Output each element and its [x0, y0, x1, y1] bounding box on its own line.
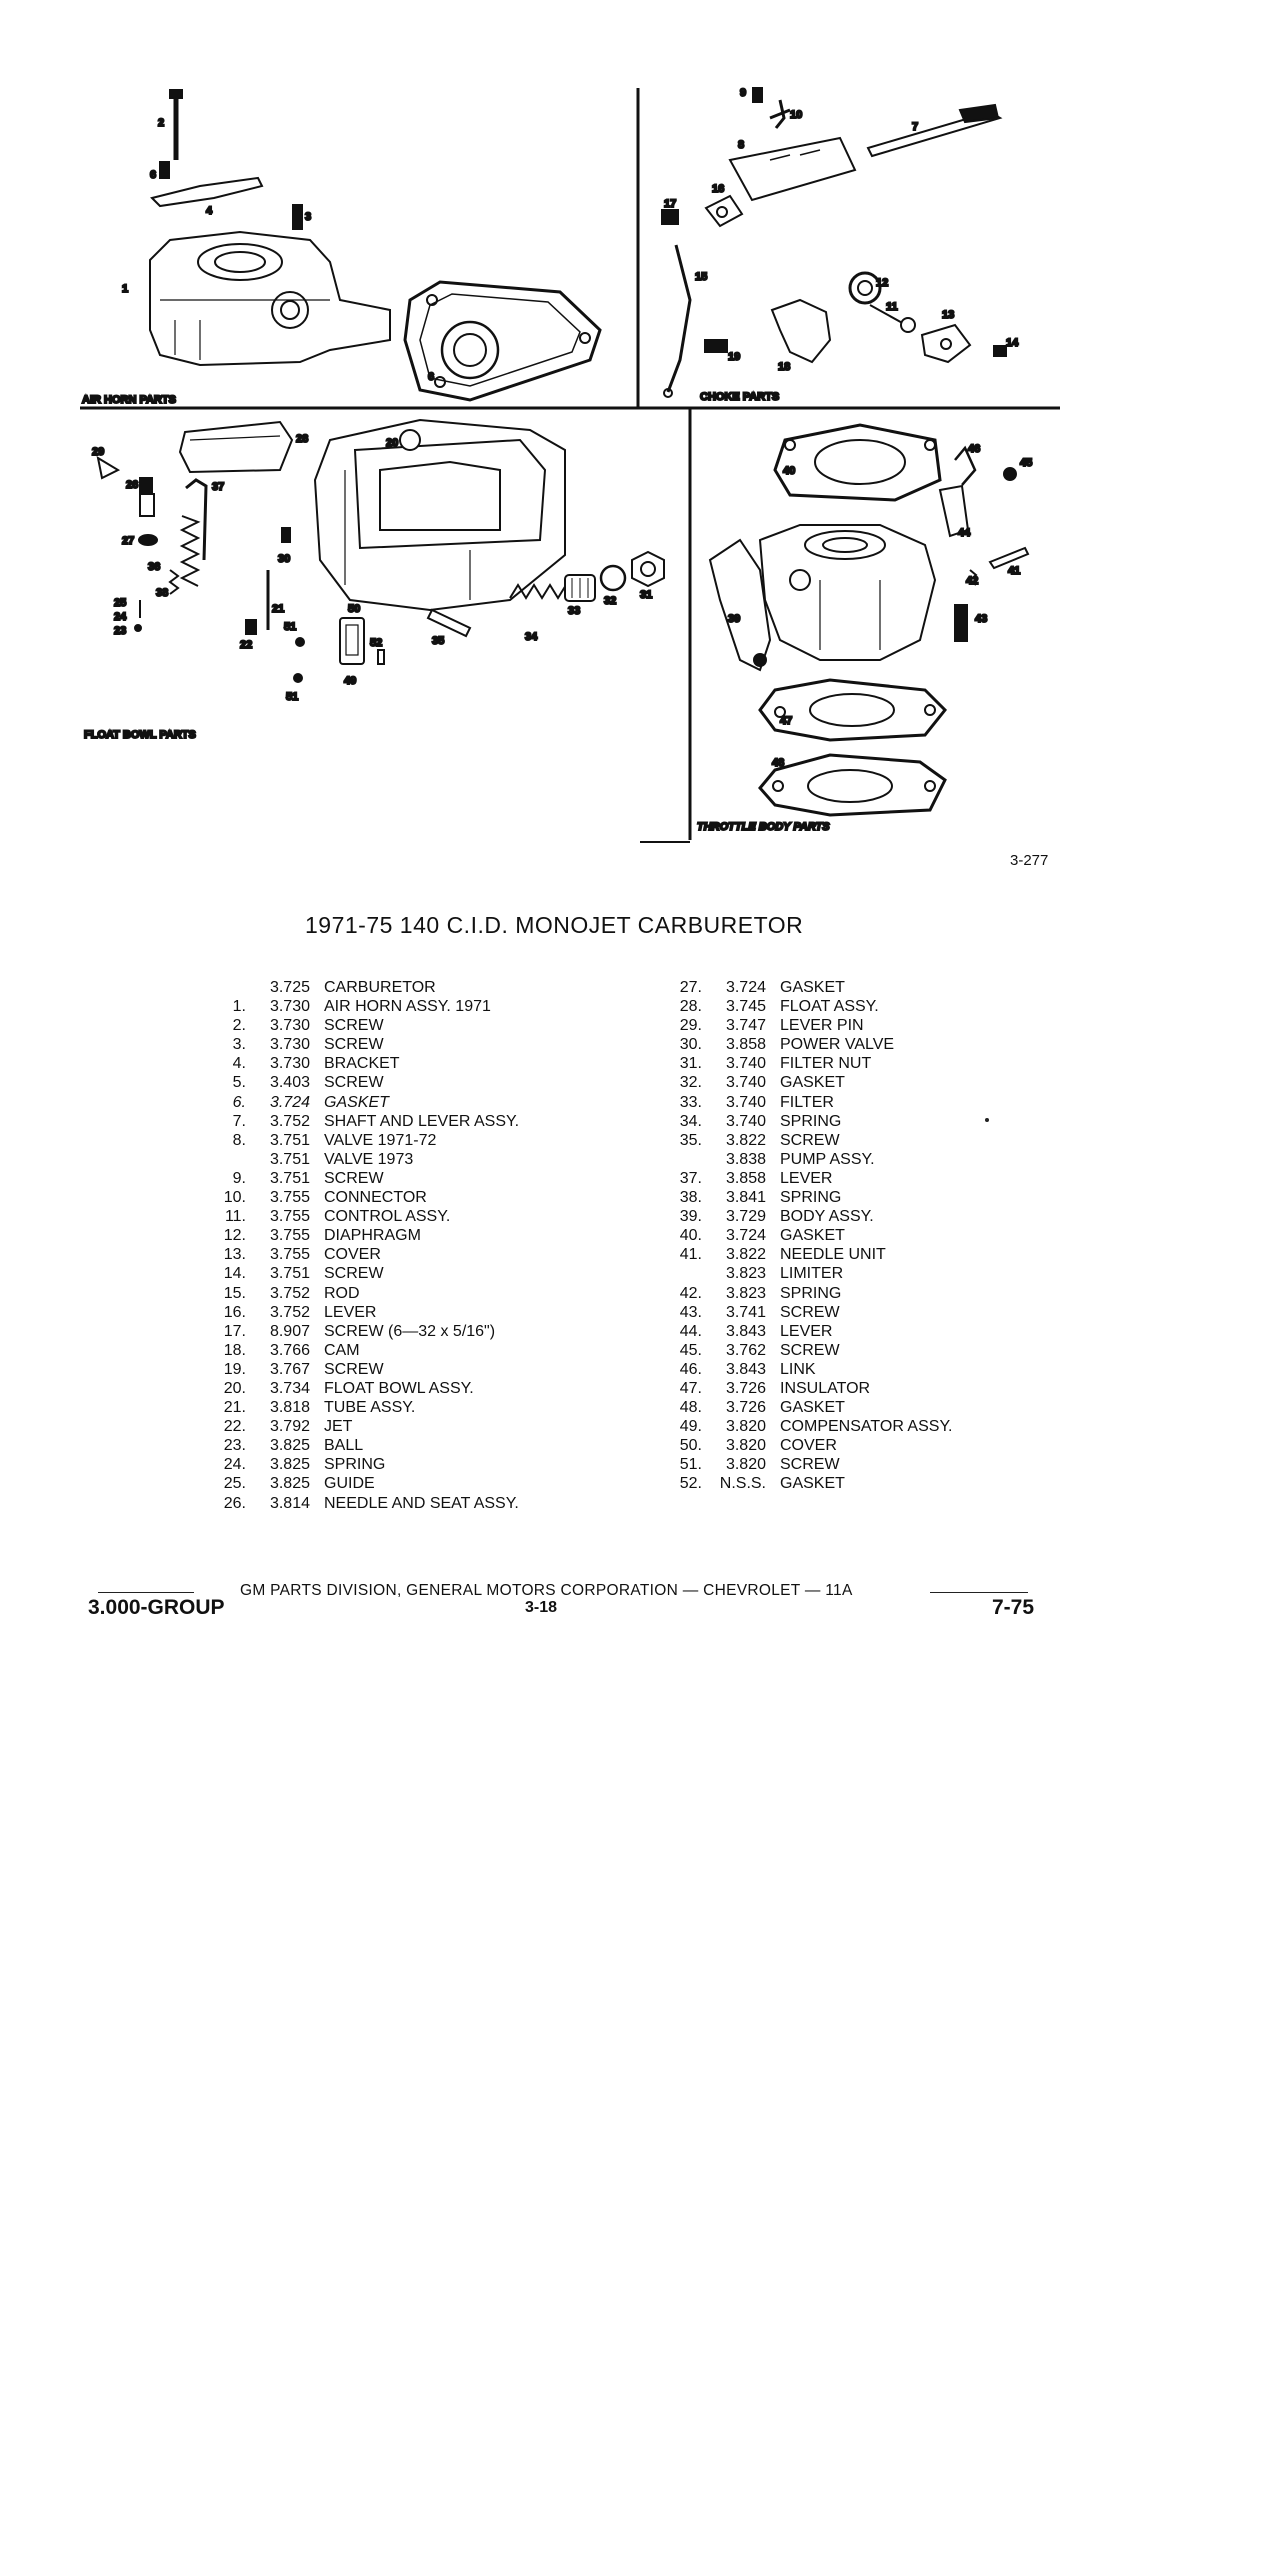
part-number: 8.: [232, 1131, 246, 1149]
part-number: 20.: [223, 1379, 246, 1397]
group-number: 3.730: [269, 1036, 310, 1054]
part-number: 44.: [679, 1322, 702, 1340]
group-number: 3.820: [725, 1456, 766, 1474]
part-number: 1.: [232, 998, 246, 1016]
part-number: 33.: [679, 1093, 702, 1111]
page-title: 1971-75 140 C.I.D. MONOJET CARBURETOR: [305, 912, 804, 938]
parts-row: [666, 1474, 953, 1493]
part-description: COVER: [780, 1437, 837, 1455]
parts-row: [210, 1226, 519, 1245]
part-description: GASKET: [780, 979, 845, 996]
part-number: 19.: [223, 1360, 246, 1378]
part-description: PUMP ASSY.: [780, 1150, 875, 1168]
parts-row: [666, 1455, 953, 1474]
group-number: 3.766: [269, 1341, 310, 1359]
part-description: CONNECTOR: [324, 1189, 427, 1207]
part-number: 31.: [679, 1055, 702, 1073]
parts-row: [666, 1226, 953, 1245]
callout-44: 44: [958, 527, 971, 539]
callout-49: 49: [344, 675, 357, 687]
figure-reference: 3-277: [1010, 852, 1049, 869]
group-number: 3.751: [269, 1150, 310, 1168]
callout-29: 29: [92, 446, 105, 458]
callout-36: 36: [148, 561, 161, 573]
callout-17: 17: [664, 198, 677, 210]
parts-row: [210, 1207, 519, 1226]
parts-row: [210, 1035, 519, 1054]
callout-12: 12: [876, 277, 889, 289]
part-description: SCREW: [780, 1303, 840, 1321]
group-number: 3.752: [269, 1284, 310, 1302]
callout-24: 24: [114, 611, 127, 623]
callout-48: 48: [772, 757, 785, 769]
part-number: 15.: [223, 1284, 246, 1302]
callout-9: 9: [740, 87, 747, 99]
section-label-float-bowl: FLOAT BOWL PARTS: [84, 729, 196, 741]
part-number: 21.: [223, 1399, 246, 1417]
group-number: 3.725: [269, 979, 310, 996]
parts-row: [210, 1417, 519, 1436]
footer-rule-right: [930, 1592, 1028, 1593]
part-description: TUBE ASSY.: [324, 1399, 416, 1417]
part-description: SCREW: [324, 1169, 384, 1187]
parts-row: [666, 1245, 953, 1264]
group-number: 3.751: [269, 1265, 310, 1283]
part-number: 50.: [679, 1437, 702, 1455]
parts-list-left: [210, 978, 519, 1513]
group-number: 3.730: [269, 998, 310, 1016]
part-number: 25.: [223, 1475, 246, 1493]
part-description: COMPENSATOR ASSY.: [780, 1418, 953, 1436]
group-number: 3.843: [725, 1360, 766, 1378]
group-number: 3.858: [725, 1169, 766, 1187]
callout-40: 40: [783, 465, 796, 477]
part-description: SCREW: [324, 1360, 384, 1378]
callout-15: 15: [695, 271, 708, 283]
group-number: 3.734: [269, 1379, 310, 1397]
group-number: 3.825: [269, 1437, 310, 1455]
callout-6: 6: [428, 371, 435, 383]
part-number: 6.: [232, 1093, 246, 1111]
callout-46: 46: [968, 443, 981, 455]
group-number: 3.726: [725, 1379, 766, 1397]
parts-row: [210, 1436, 519, 1455]
group-number: 3.841: [725, 1189, 766, 1207]
parts-row: [210, 1379, 519, 1398]
stray-mark: [985, 1118, 989, 1122]
parts-row: [666, 1054, 953, 1073]
parts-row: [210, 1360, 519, 1379]
group-number: 3.843: [725, 1322, 766, 1340]
group-number: 3.858: [725, 1036, 766, 1054]
section-label-choke: CHOKE PARTS: [700, 391, 780, 403]
parts-row: [210, 1112, 519, 1131]
parts-row: [210, 1284, 519, 1303]
callout-51-upper: 51: [284, 621, 297, 633]
callout-23: 23: [114, 625, 127, 637]
parts-row: [210, 997, 519, 1016]
part-number: 23.: [223, 1437, 246, 1455]
part-number: 2.: [232, 1017, 246, 1035]
parts-row: [210, 1341, 519, 1360]
part-number: 11.: [224, 1208, 246, 1226]
callout-28: 28: [296, 433, 309, 445]
callout-16: 16: [712, 183, 725, 195]
part-description: LEVER: [780, 1322, 833, 1340]
part-number: 47.: [679, 1379, 702, 1397]
group-number: 3.755: [269, 1246, 310, 1264]
parts-row: [666, 1016, 953, 1035]
callout-11: 11: [886, 301, 898, 313]
group-number: 3.724: [725, 1227, 766, 1245]
callout-45: 45: [1020, 457, 1033, 469]
parts-row: [666, 1360, 953, 1379]
parts-row: [210, 1131, 519, 1150]
group-number: 3.825: [269, 1475, 310, 1493]
callout-39: 39: [728, 613, 741, 625]
parts-row: [210, 978, 519, 997]
parts-row: [210, 1245, 519, 1264]
parts-row: [210, 1494, 519, 1513]
part-number: 3.: [232, 1036, 246, 1054]
exploded-parts-diagram: [0, 0, 1271, 860]
part-number: 4.: [232, 1055, 246, 1073]
part-number: 32.: [679, 1074, 702, 1092]
parts-row: [210, 1188, 519, 1207]
group-number: 3.730: [269, 1055, 310, 1073]
choke-callouts: [664, 87, 1019, 403]
callout-4: 4: [206, 205, 213, 217]
footer-page-number: 3-18: [525, 1599, 558, 1616]
part-description: LIMITER: [780, 1265, 844, 1283]
part-number: [210, 978, 246, 997]
part-description: SCREW: [780, 1341, 840, 1359]
group-number: 3.767: [269, 1360, 310, 1378]
group-number: 3.740: [725, 1074, 766, 1092]
callout-20: 20: [386, 437, 399, 449]
callout-32: 32: [604, 595, 617, 607]
part-description: FILTER: [780, 1093, 834, 1111]
group-number: 3.403: [269, 1074, 310, 1092]
part-number: 52.: [679, 1475, 702, 1493]
parts-row: [210, 1455, 519, 1474]
group-number: 3.752: [269, 1303, 310, 1321]
part-description: POWER VALVE: [780, 1036, 895, 1054]
part-number: 37.: [679, 1169, 702, 1187]
group-number: 3.755: [269, 1189, 310, 1207]
part-description: SHAFT AND LEVER ASSY.: [324, 1112, 520, 1130]
parts-row: [666, 1112, 953, 1131]
part-description: LEVER: [780, 1169, 833, 1187]
parts-row: [666, 1303, 953, 1322]
part-description: SPRING: [780, 1112, 842, 1130]
group-number: 3.823: [725, 1284, 766, 1302]
parts-row: [210, 1093, 519, 1112]
part-description: GASKET: [780, 1227, 845, 1245]
group-number: 3.741: [725, 1303, 766, 1321]
part-description: LEVER PIN: [780, 1017, 864, 1035]
group-number: 3.762: [725, 1341, 766, 1359]
callout-43: 43: [975, 613, 988, 625]
part-description: GASKET: [780, 1475, 845, 1493]
parts-row: [666, 1093, 953, 1112]
part-number: 28.: [679, 998, 702, 1016]
part-description: BALL: [324, 1437, 364, 1455]
group-number: 3.740: [725, 1112, 766, 1130]
group-number: 3.755: [269, 1208, 310, 1226]
group-number: 3.820: [725, 1418, 766, 1436]
part-number: 42.: [679, 1284, 702, 1302]
parts-row: [666, 1188, 953, 1207]
callout-26: 26: [126, 479, 139, 491]
part-description: GASKET: [324, 1093, 389, 1111]
callout-27: 27: [122, 535, 135, 547]
callout-35: 35: [432, 635, 445, 647]
part-description: NEEDLE UNIT: [780, 1246, 886, 1264]
part-number: 46.: [679, 1360, 702, 1378]
part-number: 5.: [232, 1074, 246, 1092]
group-number: 3.726: [725, 1399, 766, 1417]
group-number: N.S.S.: [719, 1475, 766, 1493]
group-number: 3.729: [725, 1208, 766, 1226]
part-description: ROD: [324, 1284, 360, 1302]
group-number: 3.751: [269, 1169, 310, 1187]
parts-row: [666, 1341, 953, 1360]
choke-drawing: [662, 88, 1006, 397]
part-description: AIR HORN ASSY. 1971: [324, 998, 491, 1016]
parts-row: [210, 1054, 519, 1073]
parts-row: [210, 1016, 519, 1035]
callout-25: 25: [114, 597, 127, 609]
part-description: GASKET: [780, 1399, 845, 1417]
part-number: [666, 1150, 702, 1169]
callout-10: 10: [790, 109, 803, 121]
part-description: SCREW (6—32 x 5/16"): [324, 1322, 496, 1340]
diagram-svg: [0, 0, 1271, 860]
parts-row: [666, 1264, 953, 1283]
parts-row: [666, 1169, 953, 1188]
group-number: 3.818: [269, 1399, 310, 1417]
part-description: DIAPHRAGM: [324, 1227, 421, 1245]
callout-52: 52: [370, 637, 383, 649]
callout-50: 50: [348, 603, 361, 615]
parts-row: [666, 1073, 953, 1092]
callout-8: 8: [738, 139, 745, 151]
parts-row: [666, 1284, 953, 1303]
part-number: 43.: [679, 1303, 702, 1321]
part-number: 45.: [679, 1341, 702, 1359]
parts-row: [666, 997, 953, 1016]
group-number: 3.745: [725, 998, 766, 1016]
part-number: 10.: [223, 1189, 246, 1207]
parts-row: [210, 1169, 519, 1188]
parts-row: [666, 1322, 953, 1341]
group-number: 3.822: [725, 1131, 766, 1149]
part-number: [666, 1264, 702, 1283]
parts-row: [210, 1264, 519, 1283]
part-number: 34.: [679, 1112, 702, 1130]
part-number: 9.: [232, 1169, 246, 1187]
group-number: 3.724: [725, 979, 766, 996]
part-description: CAM: [324, 1341, 360, 1359]
group-number: 3.838: [725, 1150, 766, 1168]
parts-row: [666, 1398, 953, 1417]
footer-publisher: GM PARTS DIVISION, GENERAL MOTORS CORPORATION — CHEVROLET — 11A: [240, 1582, 853, 1599]
parts-row: [666, 1035, 953, 1054]
part-number: 26.: [223, 1494, 246, 1512]
part-number: 24.: [223, 1456, 246, 1474]
footer-date: 7-75: [992, 1596, 1035, 1619]
parts-row: [210, 1073, 519, 1092]
group-number: 3.730: [269, 1017, 310, 1035]
callout-34: 34: [525, 631, 538, 643]
group-number: 8.907: [269, 1322, 310, 1340]
group-number: 3.747: [725, 1017, 766, 1035]
parts-row: [210, 1303, 519, 1322]
part-description: CONTROL ASSY.: [324, 1208, 451, 1226]
part-description: JET: [324, 1418, 353, 1436]
part-description: NEEDLE AND SEAT ASSY.: [324, 1494, 519, 1512]
group-number: 3.814: [269, 1494, 310, 1512]
parts-row: [210, 1322, 519, 1341]
part-number: 39.: [679, 1208, 702, 1226]
part-description: BRACKET: [324, 1055, 400, 1073]
part-description: GUIDE: [324, 1475, 375, 1493]
part-number: 51.: [679, 1456, 702, 1474]
callout-2: 2: [158, 117, 165, 129]
part-description: BODY ASSY.: [780, 1208, 874, 1226]
part-number: 40.: [679, 1227, 702, 1245]
part-number: 30.: [679, 1036, 702, 1054]
callout-42: 42: [966, 575, 979, 587]
part-description: SPRING: [780, 1284, 842, 1302]
part-description: SCREW: [780, 1456, 840, 1474]
callout-22: 22: [240, 639, 253, 651]
part-number: 48.: [679, 1399, 702, 1417]
group-number: 3.740: [725, 1093, 766, 1111]
callout-47: 47: [780, 715, 793, 727]
part-description: SCREW: [324, 1074, 384, 1092]
part-number: 38.: [679, 1189, 702, 1207]
callout-3: 3: [305, 211, 312, 223]
callout-31: 31: [640, 589, 653, 601]
part-description: VALVE 1971-72: [324, 1131, 437, 1149]
callout-38: 38: [156, 587, 169, 599]
callout-33: 33: [568, 605, 581, 617]
part-number: [210, 1150, 246, 1169]
callout-18: 18: [778, 361, 791, 373]
parts-row: [666, 1379, 953, 1398]
part-number: 14.: [223, 1265, 246, 1283]
parts-row: [210, 1150, 519, 1169]
group-number: 3.822: [725, 1246, 766, 1264]
part-number: 12.: [223, 1227, 246, 1245]
footer-group: 3.000-GROUP: [88, 1596, 225, 1619]
section-label-air-horn: AIR HORN PARTS: [82, 394, 176, 406]
parts-list-right: [666, 978, 953, 1494]
group-number: 3.820: [725, 1437, 766, 1455]
callout-30: 30: [278, 553, 291, 565]
footer-rule-left: [98, 1592, 194, 1593]
callout-19: 19: [728, 351, 741, 363]
part-description: SCREW: [324, 1017, 384, 1035]
part-number: 49.: [679, 1418, 702, 1436]
parts-row: [666, 1207, 953, 1226]
part-number: 7.: [232, 1112, 246, 1130]
part-description: VALVE 1973: [324, 1150, 414, 1168]
part-description: COVER: [324, 1246, 381, 1264]
parts-row: [666, 978, 953, 997]
part-description: GASKET: [780, 1074, 845, 1092]
parts-row: [666, 1150, 953, 1169]
part-description: INSULATOR: [780, 1379, 871, 1397]
part-number: 29.: [679, 1017, 702, 1035]
parts-row: [666, 1436, 953, 1455]
group-number: 3.752: [269, 1112, 310, 1130]
group-number: 3.740: [725, 1055, 766, 1073]
part-number: 35.: [679, 1131, 702, 1149]
part-description: SCREW: [780, 1131, 840, 1149]
part-number: 18.: [223, 1341, 246, 1359]
callout-37: 37: [212, 481, 225, 493]
callout-7: 7: [912, 121, 919, 133]
part-number: 13.: [223, 1246, 246, 1264]
group-number: 3.825: [269, 1456, 310, 1474]
part-number: 16.: [223, 1303, 246, 1321]
part-description: FLOAT ASSY.: [780, 998, 879, 1016]
callout-5: 6: [150, 169, 157, 181]
callout-1: 1: [122, 283, 129, 295]
part-description: LINK: [780, 1360, 816, 1378]
part-description: SPRING: [324, 1456, 386, 1474]
part-number: 27.: [679, 979, 702, 996]
callout-21: 21: [272, 603, 285, 615]
parts-row: [666, 1417, 953, 1436]
part-description: LEVER: [324, 1303, 377, 1321]
section-label-throttle-body: THROTTLE BODY PARTS: [697, 821, 830, 833]
callout-13: 13: [942, 309, 955, 321]
air-horn-drawing: [150, 90, 600, 400]
group-number: 3.724: [269, 1093, 310, 1111]
parts-row: [666, 1131, 953, 1150]
group-number: 3.755: [269, 1227, 310, 1245]
part-description: SCREW: [324, 1265, 384, 1283]
part-description: SCREW: [324, 1036, 384, 1054]
parts-row: [210, 1474, 519, 1493]
part-number: 22.: [223, 1418, 246, 1436]
callout-14: 14: [1006, 337, 1019, 349]
callout-51-lower: 51: [286, 691, 299, 703]
part-description: CARBURETOR: [324, 979, 436, 996]
part-description: FILTER NUT: [780, 1055, 872, 1073]
part-description: FLOAT BOWL ASSY.: [324, 1379, 474, 1397]
part-description: SPRING: [780, 1189, 842, 1207]
group-number: 3.751: [269, 1131, 310, 1149]
parts-row: [210, 1398, 519, 1417]
part-number: 41.: [679, 1246, 702, 1264]
group-number: 3.792: [269, 1418, 310, 1436]
group-number: 3.823: [725, 1265, 766, 1283]
callout-41: 41: [1008, 565, 1021, 577]
part-number: 17.: [223, 1322, 246, 1340]
